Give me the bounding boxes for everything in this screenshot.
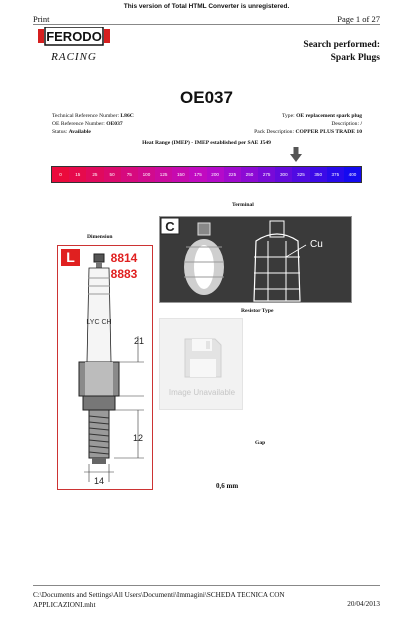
- print-label: Print: [33, 14, 50, 24]
- svg-text:L: L: [66, 249, 75, 265]
- dimension-reach-value: 12: [132, 433, 144, 443]
- search-header: [303, 39, 380, 65]
- heat-range-cell: 400: [344, 167, 361, 182]
- dimension-label: Dimension: [87, 234, 113, 240]
- heat-range-cell: 0: [52, 167, 69, 182]
- footer-divider: [33, 585, 380, 586]
- dimension-code-2: 8883: [110, 267, 138, 281]
- meta-right: [254, 112, 362, 136]
- heat-range-cell: 350: [310, 167, 327, 182]
- heat-range-cell: 125: [155, 167, 172, 182]
- heat-range-cell: 150: [172, 167, 189, 182]
- gap-label: Gap: [255, 440, 266, 446]
- pack-row: Pack Description: COPPER PLUS TRADE 10: [254, 129, 362, 135]
- gap-value: 0,6 mm: [216, 482, 239, 490]
- product-title: OE037: [180, 88, 233, 107]
- heat-range-cell: 275: [258, 167, 275, 182]
- type-row: Type: OE replacement spark plug: [281, 113, 362, 119]
- copper-core-label: Cu: [310, 239, 323, 250]
- description-row: Description: /: [331, 121, 362, 127]
- page-number: Page 1 of 27: [337, 14, 380, 24]
- status-row: Status: Available: [52, 129, 91, 135]
- header-divider: [33, 24, 380, 25]
- plug-insulator-text: LYC CH: [86, 319, 112, 326]
- ferodo-racing-logo: [38, 27, 110, 67]
- terminal-panel: [159, 216, 352, 303]
- svg-text:C: C: [165, 219, 175, 234]
- resistor-image-unavailable: [159, 318, 243, 410]
- heat-range-title: Heat Range (IMEP) - IMEP established per SAE J549: [142, 140, 271, 146]
- heat-marker-arrow-icon: [290, 147, 302, 168]
- footer-file-path: C:\Documents and Settings\All Users\Documenti\Immagini\SCHEDA TECNICA CON APPLICAZIONI.mht: [33, 591, 285, 609]
- heat-range-cell: 325: [292, 167, 309, 182]
- terminal-photo: [160, 217, 351, 302]
- search-line1: Search performed:: [303, 40, 380, 50]
- terminal-label: Terminal: [232, 202, 254, 208]
- spark-plug-dimension-drawing: [58, 246, 152, 489]
- dimension-thread-value: 14: [93, 476, 105, 486]
- heat-range-cell: 175: [189, 167, 206, 182]
- floppy-disk-icon: [160, 319, 244, 411]
- tech-ref-row: Technical Reference Number: L86C: [52, 113, 134, 119]
- logo-sub-text: RACING: [51, 51, 97, 63]
- heat-range-cell: 225: [224, 167, 241, 182]
- logo-brand-text: FERODO: [46, 29, 102, 44]
- heat-range-cell: 300: [275, 167, 292, 182]
- heat-range-cell: 100: [138, 167, 155, 182]
- heat-range-cell: 50: [104, 167, 121, 182]
- search-line2: Spark Plugs: [330, 53, 380, 63]
- heat-range-cell: 250: [241, 167, 258, 182]
- heat-range-cell: 375: [327, 167, 344, 182]
- heat-range-cell: 25: [86, 167, 103, 182]
- image-unavailable-text: Image Unavailable: [168, 388, 236, 397]
- heat-range-bar: [51, 166, 362, 183]
- dimension-code-1: 8814: [110, 251, 138, 265]
- converter-banner: This version of Total HTML Converter is unregistered.: [123, 3, 290, 10]
- oe-ref-row: OE Reference Number: OE037: [52, 121, 123, 127]
- dimension-hex-value: 21: [133, 336, 145, 346]
- heat-range-cell: 200: [207, 167, 224, 182]
- resistor-type-label: Resistor Type: [241, 308, 274, 314]
- footer-date: 20/04/2013: [347, 600, 380, 608]
- dimension-panel: [57, 245, 153, 490]
- meta-left: [52, 112, 134, 136]
- heat-range-cell: 75: [121, 167, 138, 182]
- heat-range-cell: 15: [69, 167, 86, 182]
